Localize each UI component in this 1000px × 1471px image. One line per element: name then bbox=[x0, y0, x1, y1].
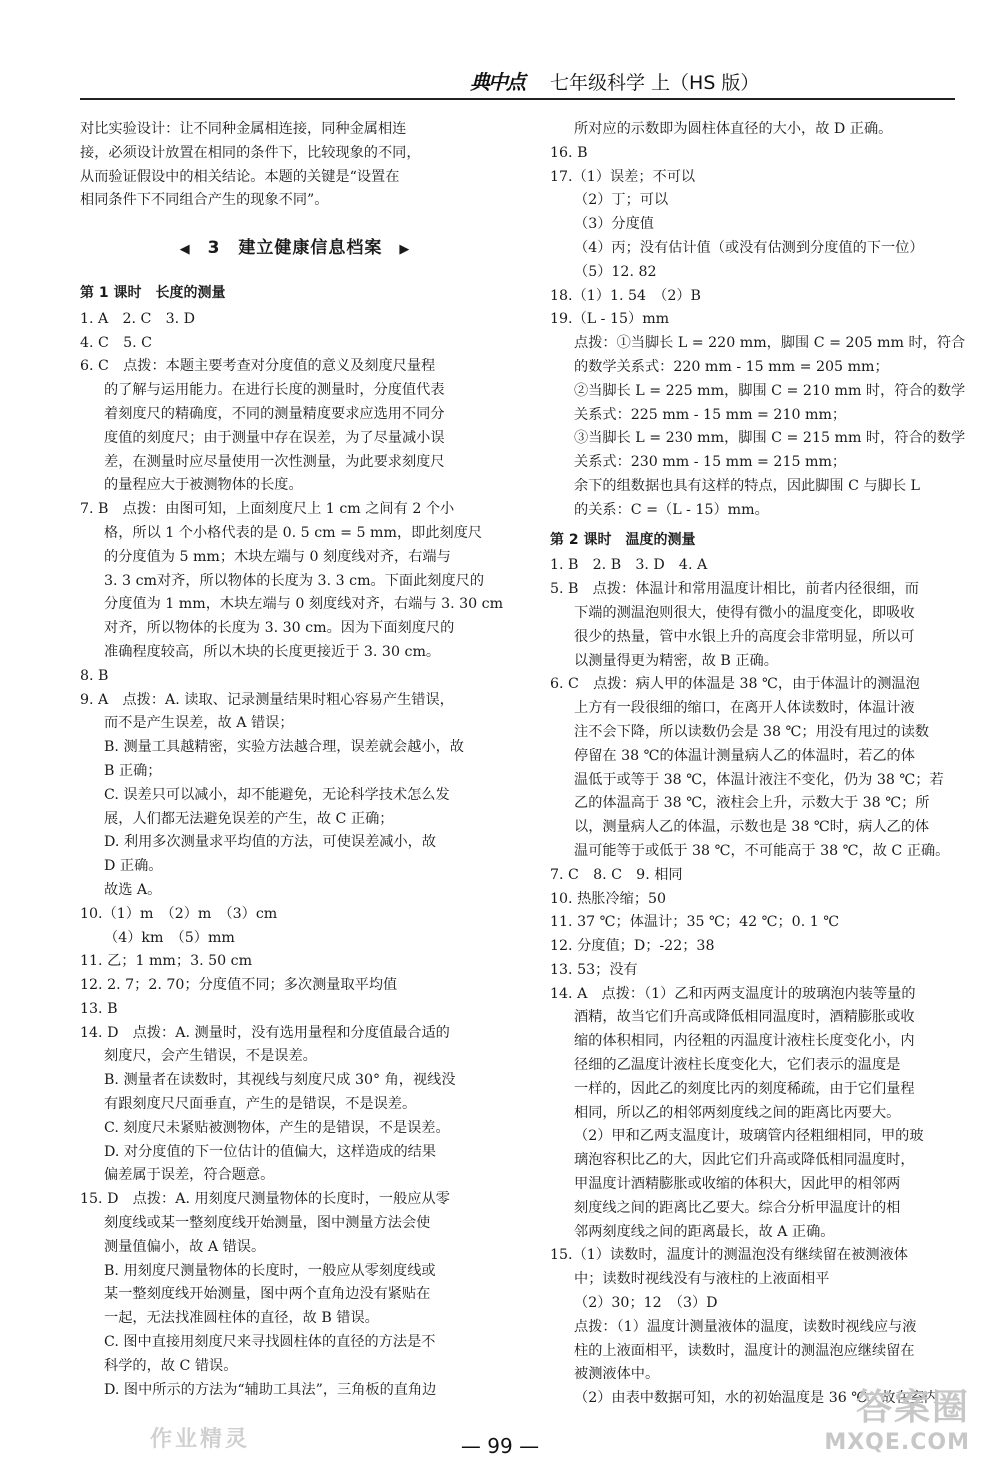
text-line: 15. D 点拨：A. 用刻度尺测量物体的长度时，一般应从零 bbox=[80, 1191, 450, 1208]
text-line: 科学的，故 C 错误。 bbox=[104, 1357, 238, 1374]
text-line: 的量程应大于被测物体的长度。 bbox=[104, 477, 303, 494]
text-line: 接，必须设计放置在相同的条件下，比较现象的不同， bbox=[80, 144, 421, 161]
text-line: 停留在 38 ℃的体温计测量病人乙的体温时，若乙的体 bbox=[574, 747, 915, 764]
answer-b5 bbox=[550, 578, 960, 673]
answer-line: 8. B bbox=[80, 667, 109, 684]
right-triangle-icon: ▶ bbox=[399, 242, 411, 258]
text-line: 10.（1）m （2）m （3）cm bbox=[80, 905, 278, 922]
section-title bbox=[80, 237, 510, 262]
text-line: 6. C 点拨：病人甲的体温是 38 ℃，由于体温计的测温泡 bbox=[550, 676, 920, 693]
answer-15 bbox=[80, 1188, 510, 1402]
text-line: 被测液体中。 bbox=[574, 1366, 660, 1383]
answer-line: 11. 乙；1 mm；3. 50 cm bbox=[80, 953, 253, 970]
text-line: 径细的乙温度计液柱长度变化大，它们表示的温度是 bbox=[574, 1057, 901, 1074]
text-line: 很少的热量，管中水银上升的高度会非常明显，所以可 bbox=[574, 628, 915, 645]
text-line: 余下的组数据也具有这样的特点，因此脚围 C 与脚长 L bbox=[574, 477, 920, 494]
text-line: 3. 3 cm对齐，所以物体的长度为 3. 3 cm。下面此刻度尺的 bbox=[104, 572, 485, 589]
answer-line: 12. 分度值；D；-22；38 bbox=[550, 938, 715, 955]
text-line: （3）分度值 bbox=[574, 216, 654, 233]
text-line: 点拨：（1）温度计测量液体的温度，读数时视线应与液 bbox=[574, 1318, 917, 1335]
lesson-title: 第 1 课时 长度的测量 bbox=[80, 284, 226, 301]
text-line: 9. A 点拨：A. 读取、记录测量结果时粗心容易产生错误， bbox=[80, 691, 454, 708]
text-line: D. 利用多次测量求平均值的方法，可使误差减小，故 bbox=[104, 834, 437, 851]
text-line: 度值的刻度尺；由于测量中存在误差，为了尽量减小误 bbox=[104, 429, 445, 446]
text-line: 酒精，故当它们升高或降低相同温度时，酒精膨胀或收 bbox=[574, 1009, 915, 1026]
answer-14 bbox=[80, 1022, 510, 1189]
text-line: 准确程度较高，所以木块的长度更接近于 3. 30 cm。 bbox=[104, 643, 441, 660]
answer-17 bbox=[550, 166, 960, 285]
text-line: 所对应的示数即为圆柱体直径的大小，故 D 正确。 bbox=[574, 121, 893, 137]
text-line: D 正确。 bbox=[104, 858, 163, 875]
text-line: 着刻度尺的精确度，不同的测量精度要求应选用不同分 bbox=[104, 405, 445, 422]
text-line: 的分度值为 5 mm；木块左端与 0 刻度线对齐，右端与 bbox=[104, 548, 451, 565]
text-line: ②当脚长 L = 225 mm，脚围 C = 210 mm 时，符合的数学 bbox=[574, 382, 966, 399]
text-line: 17.（1）误差；不可以 bbox=[550, 168, 696, 185]
answer-line: 18.（1）1. 54 （2）B bbox=[550, 287, 701, 304]
text-line: 19.（L - 15）mm bbox=[550, 311, 670, 328]
text-line: C. 刻度尺未紧贴被测物体，产生的是错误，不是误差。 bbox=[104, 1119, 450, 1136]
text-line: 温低于或等于 38 ℃，体温计液注不变化，仍为 38 ℃；若 bbox=[574, 771, 944, 788]
text-line: 刻度尺，会产生错误，不是误差。 bbox=[104, 1048, 317, 1065]
answer-line: 16. B bbox=[550, 144, 588, 161]
text-line: （2）30；12 （3）D bbox=[574, 1295, 718, 1312]
text-line: 5. B 点拨：体温计和常用温度计相比，前者内径很细，而 bbox=[550, 581, 919, 598]
text-line: B. 测量工具越精密，实验方法越合理，误差就会越小，故 bbox=[104, 739, 464, 756]
text-line: 有跟刻度尺尺面垂直，产生的是错误，不是误差。 bbox=[104, 1096, 417, 1113]
text-line: 对齐，所以物体的长度为 3. 30 cm。因为下面刻度尺的 bbox=[104, 620, 455, 637]
text-line: C. 误差只可以减小，却不能避免，无论科学技术怎么发 bbox=[104, 786, 450, 803]
answer-line: 1. B 2. B 3. D 4. A bbox=[550, 557, 708, 574]
text-line: 缩的体积相同，内径粗的丙温度计液柱长度变化小，内 bbox=[574, 1033, 915, 1050]
text-line: B. 用刻度尺测量物体的长度时，一般应从零刻度线或 bbox=[104, 1262, 436, 1279]
text-line: 以，测量病人乙的体温，示数也是 38 ℃时，病人乙的体 bbox=[574, 819, 930, 836]
page-number: — 99 — bbox=[460, 1434, 540, 1458]
text-line: 相同，所以乙的相邻两刻度线之间的距离比丙要大。 bbox=[574, 1104, 901, 1121]
answer-b6 bbox=[550, 673, 960, 863]
text-line: （2）由表中数据可知，水的初始温度是 36 ℃，故在室内 bbox=[574, 1390, 939, 1407]
watermark-line1: 答案圈 bbox=[855, 1387, 970, 1428]
answer-6 bbox=[80, 355, 510, 498]
text-line: 的关系：C =（L - 15）mm。 bbox=[574, 501, 769, 518]
text-line: B 正确； bbox=[104, 762, 162, 779]
left-column bbox=[80, 118, 510, 1402]
text-line: 从而验证假设中的相关结论。本题的关键是“设置在 bbox=[80, 168, 400, 185]
text-line: B. 测量者在读数时，其视线与刻度尺成 30° 角，视线没 bbox=[104, 1072, 456, 1089]
text-line: 一样的，因此乙的刻度比丙的刻度稀疏，由于它们量程 bbox=[574, 1080, 915, 1097]
text-line: （2）甲和乙两支温度计，玻璃管内径粗细相同，甲的玻 bbox=[574, 1128, 924, 1145]
answer-19 bbox=[550, 308, 966, 522]
text-line: 的了解与运用能力。在进行长度的测量时，分度值代表 bbox=[104, 382, 445, 399]
text-line: 关系式：230 mm - 15 mm = 215 mm； bbox=[574, 454, 847, 471]
text-line: 14. A 点拨：（1）乙和丙两支温度计的玻璃泡内装等量的 bbox=[550, 985, 916, 1002]
intro-paragraph bbox=[80, 118, 510, 213]
left-triangle-icon: ◀ bbox=[179, 242, 191, 258]
text-line: 关系式：225 mm - 15 mm = 210 mm； bbox=[574, 406, 847, 423]
answer-line: 7. C 8. C 9. 相同 bbox=[550, 866, 683, 883]
text-line: C. 图中直接用刻度尺来寻找圆柱体的直径的方法是不 bbox=[104, 1334, 436, 1351]
answer-line: 13. B bbox=[80, 1000, 118, 1017]
right-column bbox=[550, 118, 966, 1411]
answer-line: 1. A 2. C 3. D bbox=[80, 310, 195, 327]
text-line: 乙的体温高于 38 ℃，液柱会上升，示数大于 38 ℃；所 bbox=[574, 795, 930, 812]
text-line: （4）丙；没有估计值（或没有估测到分度值的下一位） bbox=[574, 239, 924, 256]
watermark bbox=[800, 1379, 970, 1459]
text-line: 差，在测量时应尽量使用一次性测量，为此要求刻度尺 bbox=[104, 453, 445, 470]
answer-9 bbox=[80, 689, 510, 903]
text-line: 对比实验设计：让不同种金属相连接，同种金属相连 bbox=[80, 121, 407, 137]
text-line: 刻度线或某一整刻度线开始测量，图中测量方法会使 bbox=[104, 1215, 431, 1232]
answer-10 bbox=[80, 903, 510, 951]
page-header bbox=[80, 60, 955, 100]
answer-line: 12. 2. 7；2. 70；分度值不同；多次测量取平均值 bbox=[80, 977, 398, 994]
text-line: （5）12. 82 bbox=[574, 263, 657, 280]
brand-logo: 典中点 bbox=[470, 70, 524, 94]
answer-7 bbox=[80, 498, 510, 665]
text-line: 6. C 点拨：本题主要考查对分度值的意义及刻度尺量程 bbox=[80, 358, 436, 375]
text-line: 15.（1）读数时，温度计的测温泡没有继续留在被测液体 bbox=[550, 1247, 908, 1264]
text-line: D. 对分度值的下一位估计的值偏大，这样造成的结果 bbox=[104, 1143, 437, 1160]
section-title-text: 3 建立健康信息档案 bbox=[207, 238, 383, 259]
text-line: 7. B 点拨：由图可知，上面刻度尺上 1 cm 之间有 2 个小 bbox=[80, 501, 455, 518]
text-line: 柱的上液面相平，读数时，温度计的测温泡应继续留在 bbox=[574, 1342, 915, 1359]
text-line: 邻两刻度线之间的距离最长，故 A 正确。 bbox=[574, 1223, 835, 1240]
text-line: 璃泡容积比乙的大，因此它们升高或降低相同温度时， bbox=[574, 1152, 915, 1169]
answer-line: 11. 37 ℃；体温计；35 ℃；42 ℃；0. 1 ℃ bbox=[550, 914, 840, 931]
text-line: （4）km （5）mm bbox=[104, 929, 235, 946]
text-line: 上方有一段很细的缩口，在离开人体读数时，体温计液 bbox=[574, 700, 915, 717]
text-line: 某一整刻度线开始测量，图中两个直角边没有紧贴在 bbox=[104, 1286, 431, 1303]
text-line: 测量值偏小，故 A 错误。 bbox=[104, 1238, 266, 1255]
answer-b14 bbox=[550, 983, 960, 1245]
text-line: ③当脚长 L = 230 mm，脚围 C = 215 mm 时，符合的数学 bbox=[574, 430, 966, 447]
answer-line: 4. C 5. C bbox=[80, 334, 152, 351]
text-line: 偏差属于误差，符合题意。 bbox=[104, 1167, 275, 1184]
answer-line: 13. 53；没有 bbox=[550, 961, 638, 978]
text-line: （2）丁；可以 bbox=[574, 192, 669, 209]
text-line: 14. D 点拨：A. 测量时，没有选用量程和分度值最合适的 bbox=[80, 1024, 450, 1041]
text-line: 中；读数时视线没有与液柱的上液面相平 bbox=[574, 1271, 830, 1288]
text-line: 而不是产生误差，故 A 错误； bbox=[104, 715, 294, 732]
text-line: 一起，无法找准圆柱体的直径，故 B 错误。 bbox=[104, 1310, 379, 1327]
text-line: D. 图中所示的方法为“辅助工具法”，三角板的直角边 bbox=[104, 1381, 437, 1398]
answer-line: 10. 热胀冷缩；50 bbox=[550, 890, 667, 907]
watermark-line2: MXQE.COM bbox=[824, 1430, 970, 1455]
book-title: 七年级科学 上（HS 版） bbox=[550, 72, 760, 94]
text-line: 点拨：①当脚长 L = 220 mm，脚围 C = 205 mm 时，符合 bbox=[574, 335, 966, 352]
text-line: 的数学关系式：220 mm - 15 mm = 205 mm； bbox=[574, 358, 889, 375]
text-line: 相同条件下不同组合产生的现象不同”。 bbox=[80, 192, 329, 209]
text-line: 下端的测温泡则很大，使得有微小的温度变化，即吸收 bbox=[574, 604, 915, 621]
text-line: 刻度线之间的距离比乙要大。综合分析甲温度计的相 bbox=[574, 1199, 901, 1216]
text-line: 展，人们都无法避免误差的产生，故 C 正确； bbox=[104, 810, 394, 827]
text-line: 甲温度计酒精膨胀或收缩的体积大，因此甲的相邻两 bbox=[574, 1176, 901, 1193]
text-line: 温可能等于或低于 38 ℃，不可能高于 38 ℃，故 C 正确。 bbox=[574, 842, 950, 859]
text-line: 故选 A。 bbox=[104, 881, 162, 898]
publisher-stamp: 作业精灵 bbox=[150, 1427, 251, 1452]
text-line: 注不会下降，所以读数仍会是 38 ℃；用没有甩过的读数 bbox=[574, 723, 930, 740]
text-line: 分度值为 1 mm，木块左端与 0 刻度线对齐，右端与 3. 30 cm bbox=[104, 596, 504, 613]
text-line: 格，所以 1 个小格代表的是 0. 5 cm = 5 mm，即此刻度尺 bbox=[104, 524, 483, 541]
lesson-title: 第 2 课时 温度的测量 bbox=[550, 531, 696, 548]
text-line: 以测量得更为精密，故 B 正确。 bbox=[574, 652, 778, 669]
